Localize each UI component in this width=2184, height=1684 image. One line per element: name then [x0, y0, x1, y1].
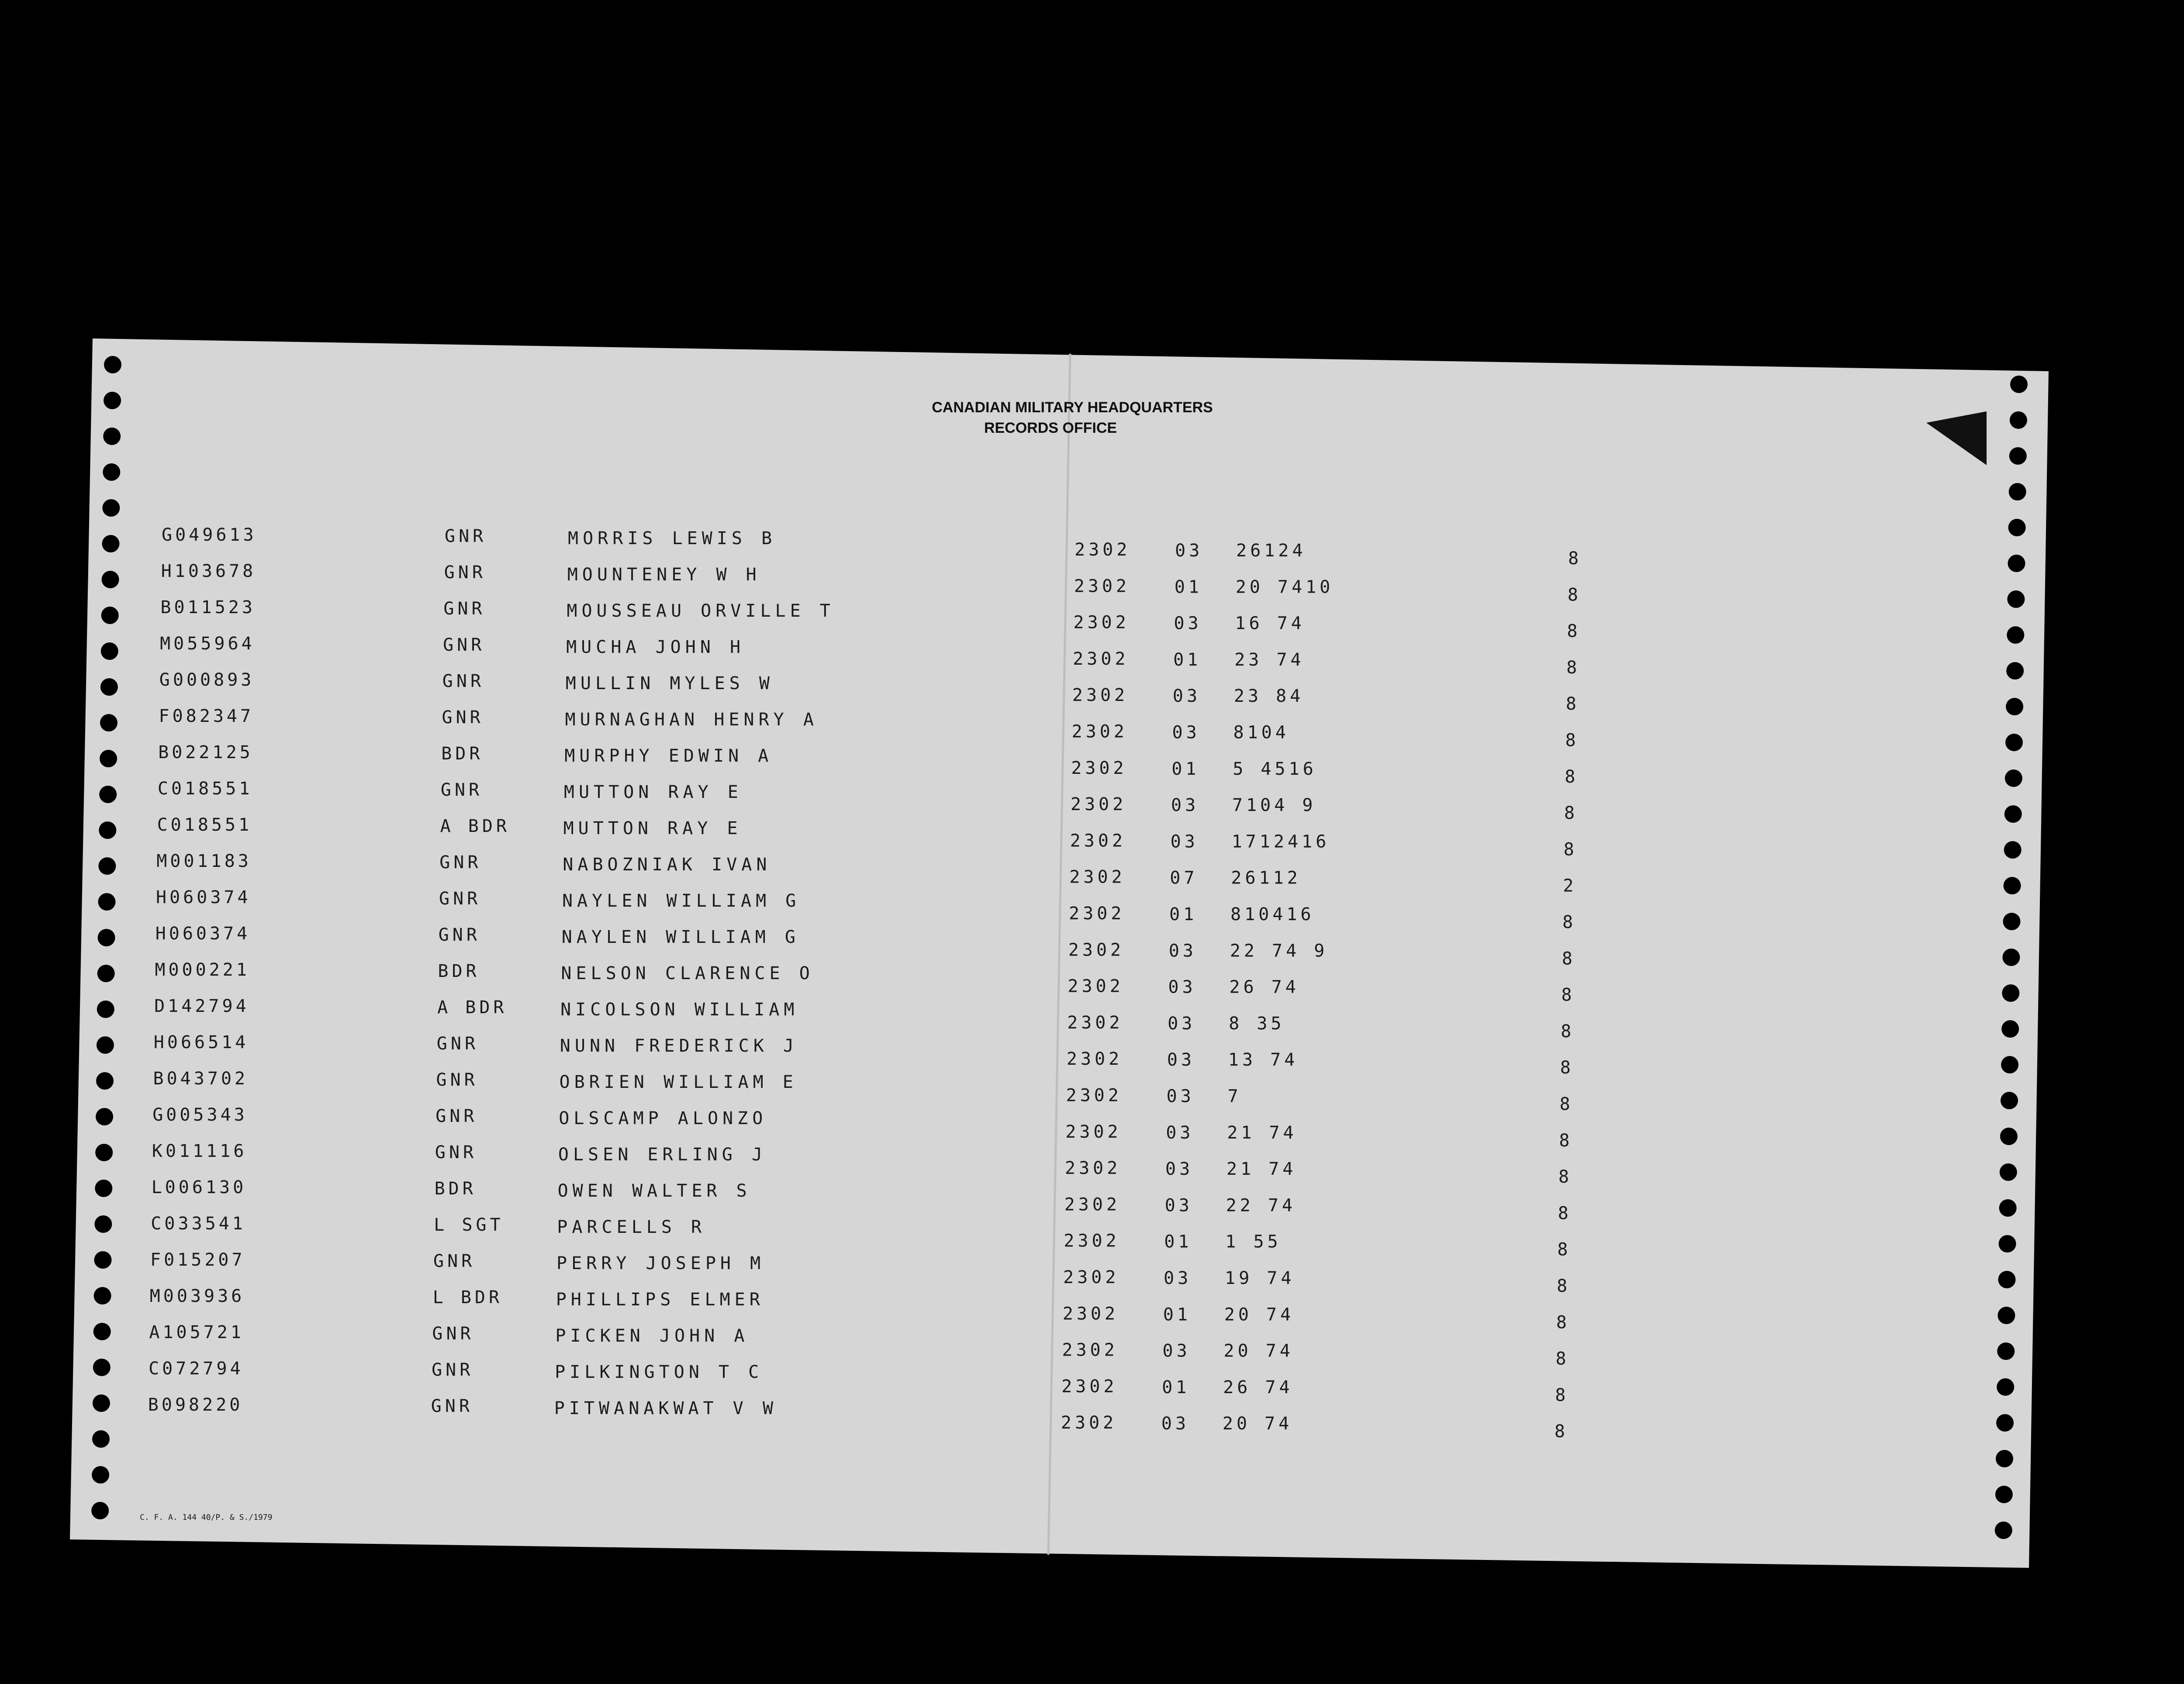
service-number: H103678 [161, 561, 256, 581]
service-number: M055964 [160, 634, 255, 654]
sprocket-hole [1997, 1307, 2015, 1324]
column-a: 01 [1169, 904, 1198, 925]
unit-code: 2302 [1068, 976, 1124, 997]
sprocket-hole [2004, 877, 2021, 894]
flag: 2 [1563, 876, 1574, 896]
sprocket-hole [2004, 805, 2022, 823]
sprocket-hole [1997, 1378, 2014, 1396]
column-a: 03 [1168, 1013, 1196, 1034]
unit-code: 2302 [1073, 612, 1130, 633]
column-b: 23 74 [1234, 649, 1305, 670]
name: PERRY JOSEPH M [556, 1253, 765, 1273]
service-number: H066514 [153, 1032, 249, 1052]
unit-code: 2302 [1065, 1122, 1122, 1142]
sprocket-hole [103, 428, 121, 445]
column-a: 03 [1172, 686, 1201, 707]
form-number: C. F. A. 144 40/P. & S./1979 [140, 1513, 273, 1522]
sprocket-hole [2002, 949, 2020, 966]
sprocket-hole [2000, 1128, 2018, 1145]
sprocket-hole [2001, 1020, 2019, 1038]
unit-code: 2302 [1069, 904, 1125, 924]
name: MORRIS LEWIS B [568, 528, 777, 549]
rank: GNR [443, 599, 486, 619]
service-number: G005343 [152, 1105, 248, 1125]
rank: GNR [444, 562, 486, 583]
sprocket-hole [99, 821, 116, 839]
sprocket-hole [96, 1072, 114, 1090]
column-b: 810416 [1230, 904, 1315, 925]
name: PHILLIPS ELMER [556, 1290, 764, 1310]
column-a: 01 [1163, 1304, 1191, 1325]
name: NAYLEN WILLIAM G [562, 891, 801, 911]
unit-code: 2302 [1066, 1049, 1123, 1070]
column-b: 22 74 9 [1230, 941, 1328, 961]
unit-code: 2302 [1061, 1376, 1118, 1397]
service-number: F015207 [150, 1250, 245, 1270]
column-b: 7104 9 [1232, 795, 1317, 816]
column-a: 03 [1171, 795, 1199, 816]
rank: GNR [442, 707, 484, 728]
flag: 8 [1558, 1203, 1569, 1224]
sprocket-hole [2005, 734, 2023, 751]
column-a: 03 [1168, 977, 1196, 997]
rank: GNR [432, 1324, 474, 1344]
sprocket-hole [93, 1394, 110, 1412]
service-number: B011523 [160, 597, 256, 618]
unit-code: 2302 [1062, 1340, 1118, 1360]
column-a: 01 [1162, 1377, 1190, 1398]
unit-code: 2302 [1068, 940, 1125, 960]
column-a: 03 [1166, 1086, 1195, 1107]
sprocket-hole [92, 1430, 110, 1448]
sprocket-hole [2001, 1056, 2018, 1073]
column-b: 16 74 [1235, 613, 1305, 634]
column-a: 03 [1172, 722, 1200, 743]
flag: 8 [1560, 1058, 1571, 1078]
flag: 8 [1568, 549, 1579, 569]
service-number: C018551 [157, 779, 253, 799]
sprocket-hole [2010, 376, 2028, 393]
sprocket-hole [99, 786, 117, 803]
sprocket-hole [2000, 1163, 2017, 1181]
service-number: M000221 [155, 960, 250, 980]
rank: GNR [435, 1142, 477, 1163]
rank: GNR [445, 526, 487, 546]
rank: BDR [438, 961, 480, 981]
header-subtitle: RECORDS OFFICE [984, 420, 1117, 436]
service-number: K011116 [152, 1141, 247, 1161]
sprocket-hole [94, 1251, 112, 1269]
rank: BDR [441, 744, 484, 764]
flag: 8 [1554, 1422, 1565, 1442]
name: NUNN FREDERICK J [560, 1036, 798, 1056]
unit-code: 2302 [1071, 758, 1127, 778]
sprocket-hole [93, 1359, 111, 1376]
column-a: 03 [1168, 941, 1197, 961]
name: NAYLEN WILLIAM G [561, 927, 800, 947]
column-a: 03 [1165, 1195, 1193, 1216]
sprocket-hole [97, 1001, 114, 1018]
name: NELSON CLARENCE O [561, 963, 814, 983]
sprocket-hole [1996, 1450, 2013, 1467]
column-b: 20 74 [1222, 1414, 1293, 1434]
rank: BDR [434, 1179, 477, 1199]
rank: GNR [435, 1106, 478, 1126]
unit-code: 2302 [1075, 540, 1131, 560]
flag: 8 [1565, 730, 1576, 751]
name: NICOLSON WILLIAM [560, 1000, 799, 1020]
sprocket-hole [97, 965, 115, 982]
service-number: F082347 [159, 706, 254, 726]
sprocket-hole [94, 1287, 111, 1304]
flag: 8 [1563, 839, 1574, 860]
flag: 8 [1557, 1276, 1568, 1296]
column-a: 01 [1164, 1232, 1192, 1252]
flag: 8 [1562, 912, 1573, 932]
column-a: 07 [1170, 868, 1198, 888]
column-a: 03 [1161, 1414, 1189, 1434]
service-number: L006130 [151, 1177, 247, 1197]
service-number: B022125 [158, 742, 253, 763]
column-b: 1 55 [1225, 1232, 1282, 1252]
column-a: 03 [1162, 1341, 1191, 1361]
column-b: 13 74 [1228, 1050, 1299, 1070]
sprocket-hole [98, 893, 116, 911]
unit-code: 2302 [1064, 1231, 1120, 1251]
sprocket-hole [1998, 1271, 2016, 1288]
column-b: 8104 [1233, 722, 1289, 743]
unit-code: 2302 [1070, 831, 1126, 851]
sprocket-hole [1996, 1414, 2014, 1432]
unit-code: 2302 [1066, 1085, 1122, 1106]
sprocket-hole [104, 356, 121, 373]
column-b: 22 74 [1226, 1195, 1296, 1216]
sprocket-hole [2009, 447, 2027, 465]
service-number: M001183 [156, 851, 252, 871]
rank: GNR [442, 671, 485, 691]
sprocket-hole [1995, 1522, 2012, 1539]
column-b: 20 74 [1224, 1304, 1295, 1325]
rank: GNR [432, 1360, 474, 1380]
name: OLSEN ERLING J [558, 1145, 767, 1165]
sprocket-hole [1999, 1235, 2016, 1253]
sprocket-hole [100, 714, 117, 732]
sprocket-hole [97, 1036, 114, 1054]
flag: 8 [1561, 985, 1572, 1005]
sprocket-hole [1999, 1199, 2017, 1217]
column-b: 21 74 [1227, 1122, 1297, 1143]
flag: 8 [1555, 1349, 1566, 1369]
sprocket-hole [2008, 519, 2026, 536]
column-a: 03 [1174, 613, 1202, 634]
column-a: 03 [1175, 541, 1203, 561]
header-title: CANADIAN MILITARY HEADQUARTERS [932, 399, 1213, 416]
column-a: 01 [1173, 649, 1202, 670]
unit-code: 2302 [1064, 1158, 1121, 1179]
flag: 8 [1566, 657, 1577, 678]
rank: A BDR [437, 997, 508, 1018]
name: MURNAGHAN HENRY A [565, 710, 818, 730]
sprocket-hole [2004, 841, 2022, 859]
flag: 8 [1558, 1167, 1569, 1187]
sprocket-hole [2010, 411, 2027, 429]
sprocket-hole [98, 857, 116, 875]
flag: 8 [1565, 694, 1576, 714]
column-b: 26 74 [1223, 1377, 1293, 1398]
flag: 8 [1555, 1385, 1566, 1405]
name: MOUSSEAU ORVILLE T [567, 601, 835, 621]
flag: 8 [1561, 1021, 1572, 1042]
sprocket-hole [100, 750, 117, 767]
column-b: 26112 [1231, 868, 1301, 888]
unit-code: 2302 [1070, 794, 1127, 815]
sprocket-hole [2007, 626, 2024, 644]
service-number: C072794 [149, 1359, 244, 1379]
service-number: G000893 [159, 670, 255, 690]
column-b: 26 74 [1229, 977, 1299, 997]
sprocket-hole [95, 1180, 112, 1197]
name: PICKEN JOHN A [555, 1326, 749, 1346]
name: MUTTON RAY E [563, 782, 743, 802]
flag: 8 [1565, 766, 1576, 787]
flag: 8 [1562, 949, 1572, 969]
service-number: B043702 [153, 1069, 249, 1089]
column-a: 01 [1171, 759, 1200, 779]
service-number: H060374 [156, 887, 251, 908]
sprocket-hole [102, 535, 120, 552]
column-b: 7 [1227, 1086, 1242, 1107]
service-number: G049613 [162, 525, 257, 545]
sprocket-hole [104, 392, 121, 409]
sprocket-hole [101, 607, 119, 624]
sprocket-hole [2001, 1092, 2018, 1109]
sprocket-hole [102, 499, 120, 517]
column-a: 03 [1167, 1050, 1195, 1070]
sprocket-hole [1995, 1486, 2013, 1503]
sprocket-hole [2005, 770, 2022, 787]
name: MULLIN MYLES W [565, 673, 774, 694]
column-b: 20 74 [1223, 1341, 1294, 1361]
sprocket-hole [2009, 483, 2026, 500]
unit-code: 2302 [1069, 867, 1126, 887]
column-b: 21 74 [1226, 1159, 1297, 1180]
sprocket-hole [2002, 984, 2019, 1002]
unit-code: 2302 [1071, 721, 1128, 742]
column-b: 19 74 [1225, 1268, 1295, 1288]
column-b: 8 35 [1229, 1013, 1285, 1034]
name: PITWANAKWAT V W [554, 1398, 778, 1418]
sprocket-hole [103, 463, 120, 481]
sprocket-hole [2006, 698, 2023, 715]
name: PILKINGTON T C [555, 1362, 764, 1382]
sprocket-hole [101, 642, 118, 660]
sprocket-hole [95, 1144, 113, 1161]
name: MOUNTENEY W H [567, 565, 761, 585]
column-a: 01 [1174, 577, 1203, 597]
flag: 8 [1556, 1312, 1567, 1333]
unit-code: 2302 [1072, 685, 1129, 706]
name: PARCELLS R [557, 1217, 706, 1237]
sprocket-hole [91, 1502, 109, 1519]
rank: L SGT [434, 1215, 504, 1235]
sprocket-hole [2007, 590, 2025, 608]
flag: 8 [1557, 1239, 1568, 1260]
rank: GNR [439, 852, 482, 873]
flag: 8 [1559, 1130, 1570, 1151]
rank: GNR [436, 1034, 479, 1054]
flag: 8 [1564, 803, 1575, 824]
name: OLSCAMP ALONZO [559, 1108, 767, 1128]
column-b: 26124 [1236, 541, 1306, 561]
rank: GNR [438, 925, 480, 945]
rank: A BDR [440, 816, 511, 836]
column-b: 1712416 [1231, 832, 1330, 852]
unit-code: 2302 [1064, 1194, 1120, 1215]
column-a: 03 [1166, 1122, 1194, 1143]
column-b: 23 84 [1234, 686, 1304, 707]
sprocket-hole [98, 929, 115, 946]
service-number: C033541 [151, 1214, 246, 1234]
column-b: 5 4516 [1233, 759, 1317, 779]
unit-code: 2302 [1063, 1267, 1120, 1287]
rank: GNR [440, 780, 483, 800]
service-number: A105721 [149, 1322, 244, 1342]
rank: L BDR [432, 1287, 503, 1308]
unit-code: 2302 [1073, 649, 1129, 669]
sprocket-hole [92, 1466, 109, 1484]
flag: 8 [1559, 1094, 1570, 1115]
rank: GNR [431, 1396, 473, 1416]
service-number: D142794 [154, 996, 249, 1016]
unit-code: 2302 [1067, 1012, 1123, 1033]
name: MUTTON RAY E [563, 818, 742, 839]
column-a: 03 [1170, 832, 1199, 852]
column-a: 03 [1165, 1159, 1194, 1180]
column-b: 20 7410 [1235, 577, 1334, 597]
unit-code: 2302 [1074, 576, 1130, 597]
sprocket-hole [102, 571, 119, 588]
sprocket-hole [100, 678, 118, 696]
sprocket-hole [93, 1323, 111, 1340]
name: NABOZNIAK IVAN [563, 855, 771, 875]
rank: GNR [443, 635, 485, 655]
unit-code: 2302 [1062, 1304, 1119, 1324]
service-number: B098220 [148, 1395, 243, 1415]
name: MUCHA JOHN H [566, 637, 745, 657]
flag: 8 [1567, 585, 1578, 605]
service-number: M003936 [149, 1286, 245, 1306]
name: MURPHY EDWIN A [564, 746, 773, 766]
flag: 8 [1567, 621, 1578, 642]
name: OWEN WALTER S [557, 1181, 751, 1201]
rank: GNR [436, 1070, 478, 1090]
unit-code: 2302 [1061, 1413, 1117, 1433]
column-a: 03 [1164, 1268, 1192, 1288]
sprocket-hole [2006, 662, 2024, 680]
sprocket-hole [96, 1108, 113, 1125]
service-number: C018551 [157, 815, 252, 835]
sprocket-hole [2008, 555, 2025, 572]
rank: GNR [439, 889, 481, 909]
sprocket-hole [94, 1215, 112, 1233]
rank: GNR [433, 1251, 476, 1271]
name: OBRIEN WILLIAM E [559, 1072, 798, 1092]
sprocket-hole [1997, 1342, 2015, 1360]
service-number: H060374 [155, 924, 251, 944]
sprocket-hole [2003, 913, 2021, 930]
